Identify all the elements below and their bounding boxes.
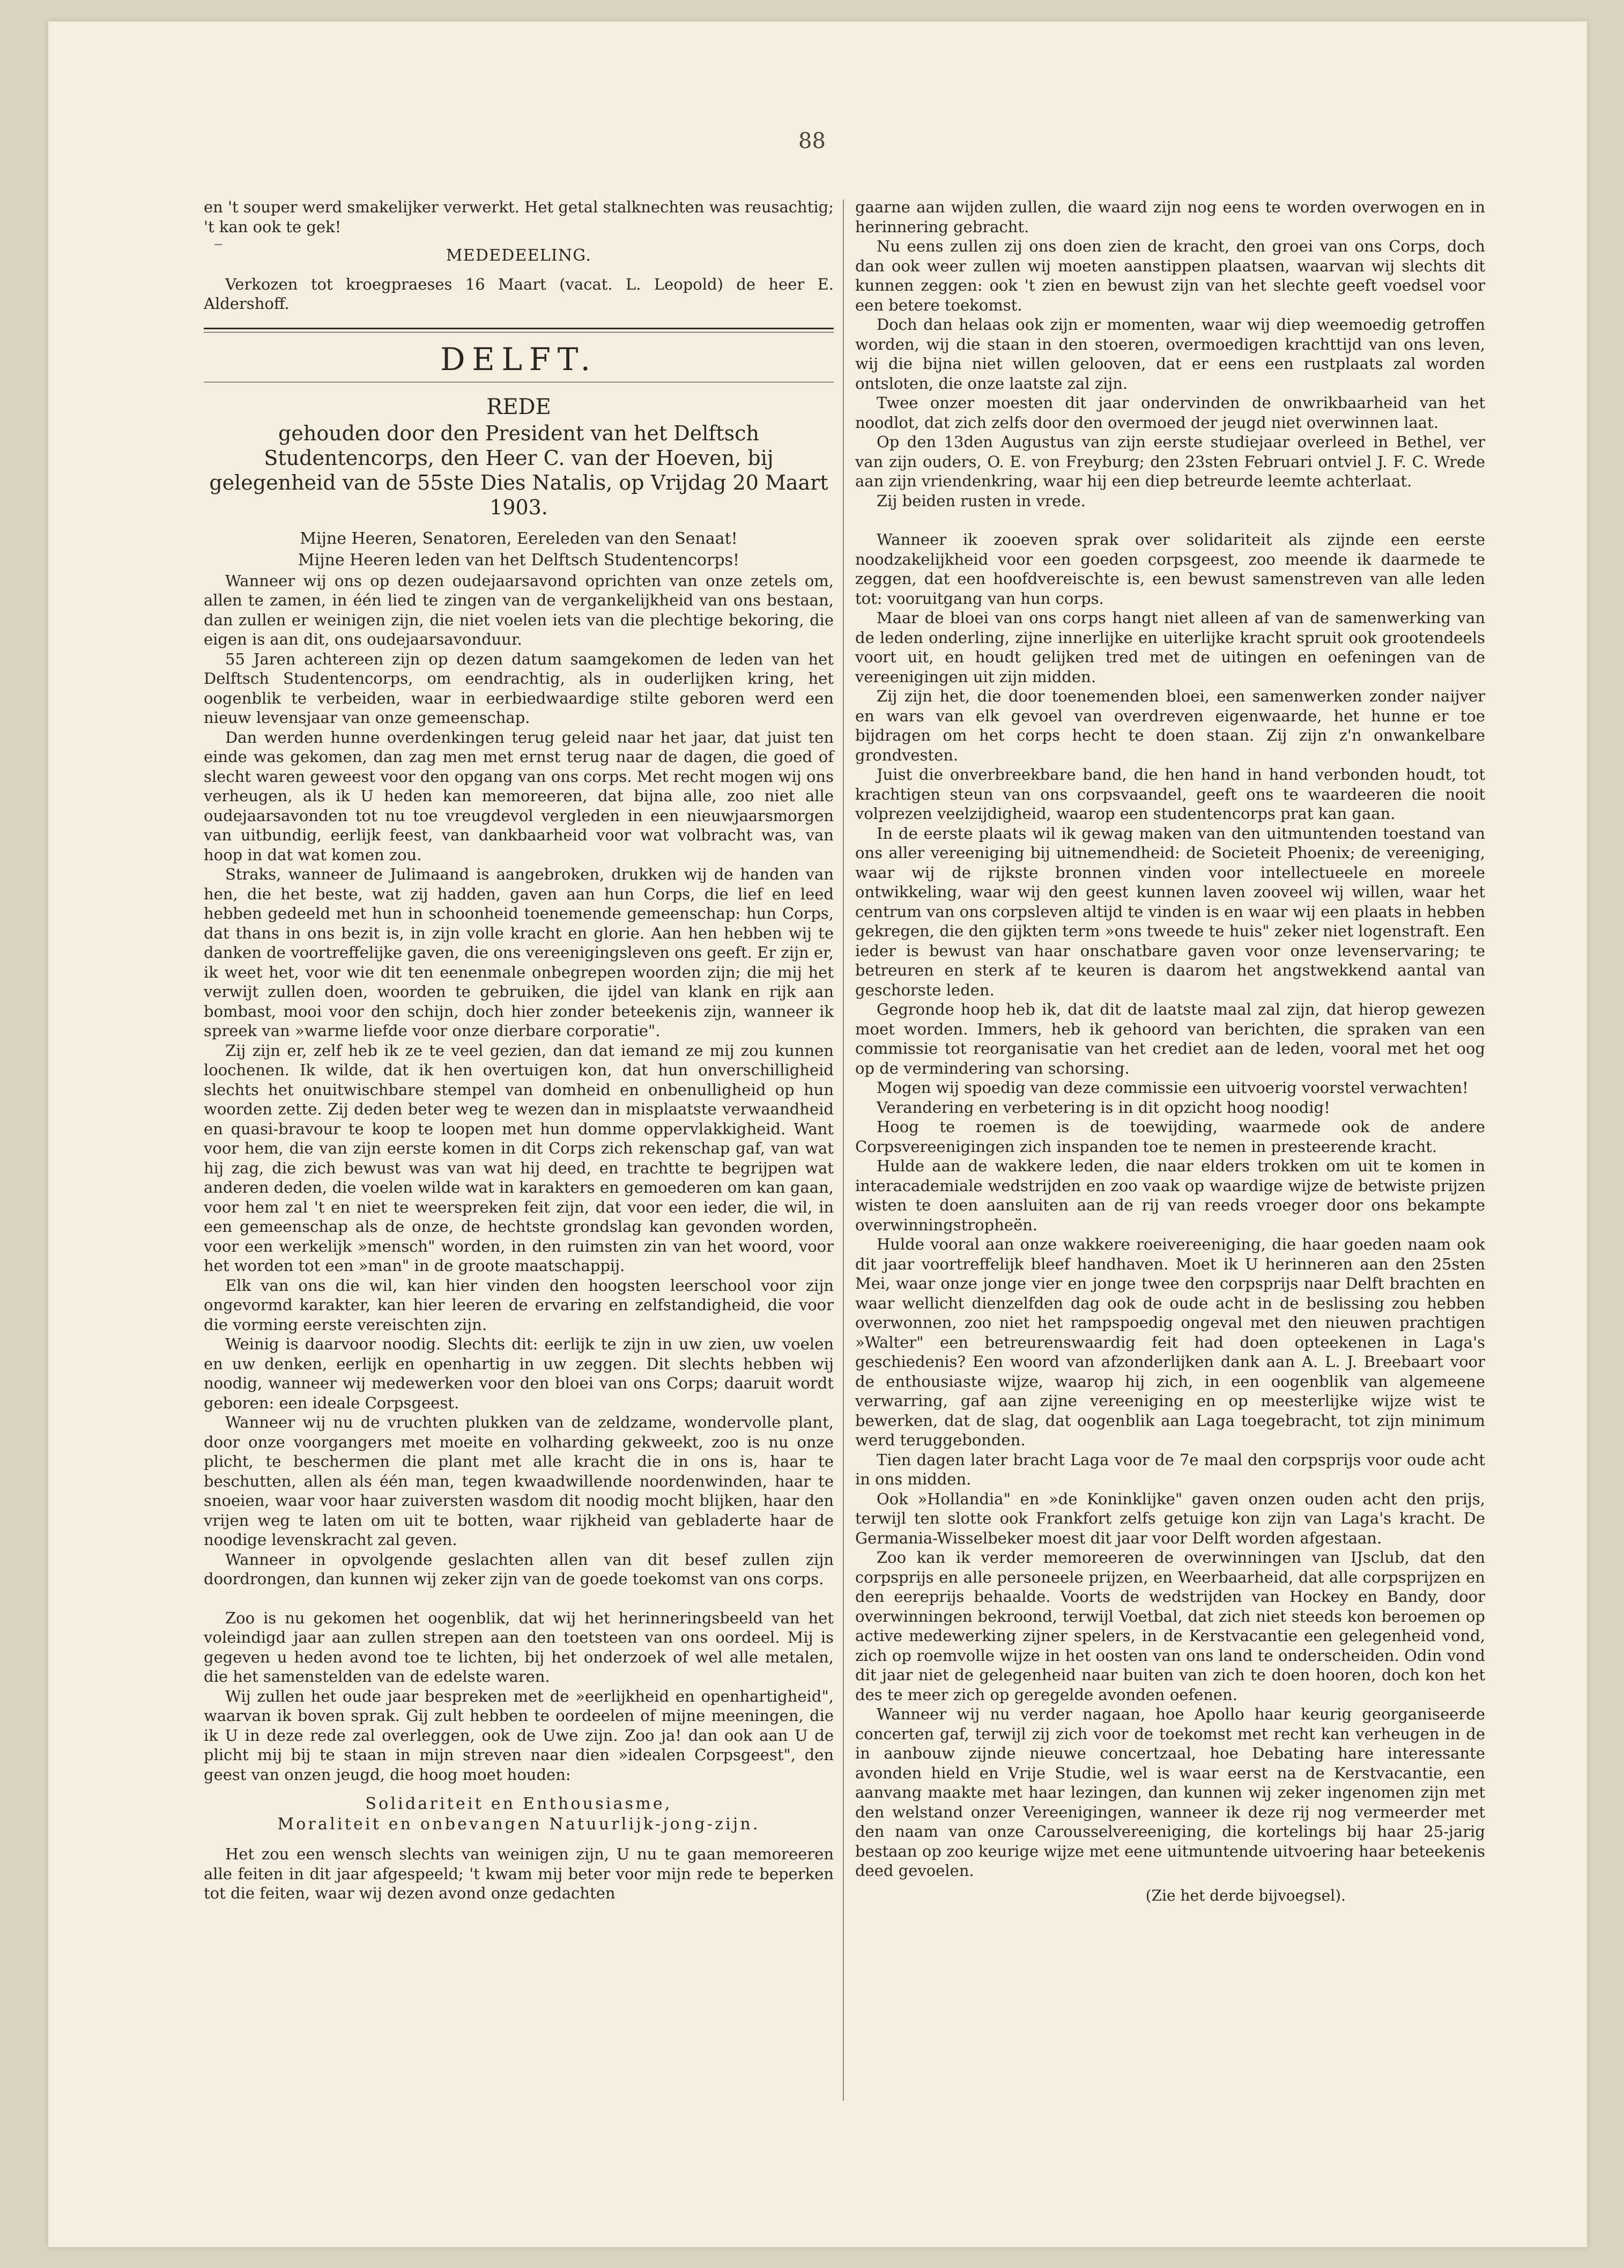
paragraph: Straks, wanneer de Julimaand is aangebroken, drukken wij de handen van hen, die het beste, wat zij hadden, gaven aan hun Corps, die lief en leed hebben gedeeld met hun in schoonheid toenemende gemeenschap: hun Corps, dat thans in ons bezit is, in zijn volle kracht en glorie. Aan hen hebben wij te danken de voortreffelijke gaven, die ons vereenigingsleven ons geeft. Er zijn er, ik weet het, voor wie dit ten eenenmale onbegrepen woorden zijn; die mij het verwijt zullen doen, woorden te gebruiken, die ijdel van klank en rijk aan bombast, mooi voor den schijn, doch hier zonder beteekenis zijn, wanneer ik spreek van »warme liefde voor onze dierbare corporatie". — [204, 865, 834, 1040]
section-divider — [204, 328, 834, 333]
motto — [204, 1794, 834, 1835]
paragraph: Mogen wij spoedig van deze commissie een uitvoerig voorstel verwachten! — [877, 1078, 1469, 1097]
paragraph: 55 Jaren achtereen zijn op dezen datum saamgekomen de leden van het Delftsch Studentencorps, om eendrachtig, als in ouderlijken kring, het oogenblik te verbeiden, waar in eerbiedwaardige stilte geboren werd een nieuw levensjaar van onze gemeenschap. — [204, 649, 834, 727]
paragraph: Op den 13den Augustus van zijn eerste studiejaar overleed in Bethel, ver van zijn ouders, O. E. von Freyburg; den 23sten Februari ontviel J. F. C. Wrede aan zijn vriendenkring, waar hij een diep betreurde leemte achterlaat. — [855, 433, 1485, 490]
paragraph: Tien dagen later bracht Laga voor de 7e maal den corpsprijs voor oude acht in ons midden. — [855, 1450, 1485, 1488]
speech-subtitle: gehouden door den President van het Delftsch Studentencorps, den Heer C. van der Hoeven, bij gelegenheid van de 55ste Dies Natalis, op Vrijdag 20 Maart 1903. — [209, 421, 828, 519]
footnote: (Zie het derde bijvoegsel). — [1145, 1886, 1346, 1904]
right-column — [855, 197, 1485, 1905]
notice-heading: MEDEDEELING. — [204, 246, 834, 266]
notice-text: Verkozen tot kroegpraeses 16 Maart (vacat. L. Leopold) de heer E. Aldershoff. — [204, 275, 834, 313]
paragraph: Wanneer wij nu de vruchten plukken van de zeldzame, wondervolle plant, door onze voorgangers met moeite en volharding gekweekt, zoo is nu onze plicht, te beschermen die plant met alle kracht die in ons is, haar te beschutten, allen als één man, tegen kwaadwillende noordenwinden, haar te snoeien, waar voor haar zuiversten wasdom dit noodig mocht blijken, haar den vrijen weg te laten om uit te botten, waar rijkheid van gebladerte haar de noodige levenskracht zal geven. — [204, 1413, 834, 1549]
page-number: 88 — [798, 129, 826, 153]
paragraph: Weinig is daarvoor noodig. Slechts dit: eerlijk te zijn in uw zien, uw voelen en uw denken, eerlijk en openhartig in uw zeggen. Dit slechts hebben wij noodig, wanneer wij medewerken voor den bloei van ons Corps; daaruit wordt geboren: een ideale Corpsgeest. — [204, 1335, 834, 1412]
paragraph: Wanneer wij nu verder nagaan, hoe Apollo haar keurig georganiseerde concerten gaf, terwijl zij zich voor de toekomst met recht kan verheugen in de in aanbouw zijnde nieuwe concertzaal, hoe Debating hare interessante avonden hield en Vrije Studie, wel is waar eerst na de Kerstvacantie, een aanvang maakte met haar lezingen, dan kunnen wij zeker ingenomen zijn met den welstand onzer Vereenigingen, wanneer ik deze rij nog vermeerder met den naam van onze Carousselvereeniging, die kortelings bij haar 25-jarig bestaan op zoo keurige wijze met eene uitmuntende uitvoering haar beteekenis deed gevoelen. — [855, 1705, 1485, 1880]
address-line-1: Mijne Heeren, Senatoren, Eereleden van den Senaat! — [300, 529, 738, 548]
paragraph: Wij zullen het oude jaar bespreken met de »eerlijkheid en openhartigheid", waarvan ik boven sprak. Gij zult hebben te oordeelen of mijne meeningen, die ik U in deze rede zal overleggen, ook de Uwe zijn. Zoo ja! dan ook aan U de plicht mij bij te staan in mijn streven naar dien »idealen Corpsgeest", den geest van onzen jeugd, die hoog moet houden: — [204, 1687, 834, 1784]
paragraph: Wanneer ik zooeven sprak over solidariteit als zijnde een eerste noodzakelijkheid voor een goeden corpsgeest, zoo meende ik daarmede te zeggen, dat een hoofdvereischte is, een bewust samenstreven van alle leden tot: vooruitgang van hun corps. — [855, 530, 1485, 608]
motto-line-1: Solidariteit en Enthousiasme, — [365, 1794, 672, 1813]
paragraph: Maar de bloei van ons corps hangt niet alleen af van de samenwerking van de leden onderling, zijne innerlijke en uiterlijke kracht spruit ook grootendeels voort uit, en houdt gelijken tred met de uitingen en oefeningen van de vereenigingen uit zijn midden. — [855, 609, 1485, 686]
paragraph: Twee onzer moesten dit jaar ondervinden de onwrikbaarheid van het noodlot, dat zich zelfs door den overmoed der jeugd niet overwinnen laat. — [855, 394, 1485, 432]
section-title: DELFT. — [204, 342, 834, 382]
paragraph: Wanneer in opvolgende geslachten allen van dit besef zullen zijn doordrongen, dan kunnen wij zeker zijn van de goede toekomst van ons corps. — [204, 1550, 834, 1588]
paragraph: Elk van ons die wil, kan hier vinden den hoogsten leerschool voor zijn ongevormd karakter, kan hier leeren de ervaring en zelfstandigheid, die voor die vorming eerste vereischten zijn. — [204, 1276, 834, 1334]
paragraph: Zij beiden rusten in vrede. — [877, 491, 1086, 510]
paragraph: Hulde vooral aan onze wakkere roeivereeniging, die haar goeden naam ook dit jaar voortreffelijk bleef handhaven. Moet ik U herinneren aan den 25sten Mei, waar onze jonge vier en jonge twee den corpsprijs naar Delft brachten en waar wellicht dienzelfden dag ook de oude acht in de beslissing zou hebben overwonnen, zoo niet het rampspoedig ongeval met den nieuwen prachtigen »Walter" een betreurenswaardig feit had doen opteekenen in Laga's geschiedenis? Een woord van afzonderlijken dank aan A. L. J. Breebaart voor de enthousiaste wijze, waarop hij zich, in een oogenblik van algemeene verwarring, gaf aan zijne vereeniging en op meesterlijke wijze wist te bewerken, dat de slag, dat oogenblik aan Laga toegebracht, tot zijn minimum werd teruggebonden. — [855, 1235, 1485, 1449]
paragraph: Doch dan helaas ook zijn er momenten, waar wij diep weemoedig getroffen worden, wij die staan in den stoeren, overmoedigen krachttijd van ons leven, wij die bijna niet willen gelooven, dat er eens een rustplaats zal worden ontsloten, die onze laatste zal zijn. — [855, 315, 1485, 393]
closing-paragraph: Het zou een wensch slechts van weinigen zijn, U nu te gaan memoreeren alle feiten in dit jaar afgespeeld; 't kwam mij beter voor mijn rede te beperken tot die feiten, waar wij dezen avond onze gedachten — [204, 1845, 834, 1902]
paragraph: Zoo is nu gekomen het oogenblik, dat wij het herinneringsbeeld van het voleindigd jaar aan zullen strepen aan den toetsteen van ons oordeel. Mij is gegeven u heden avond toe te lichten, bij het onderzoek of wel alle metalen, die het samenstelden van de edelste waren. — [204, 1608, 834, 1686]
speech-title: REDE — [486, 394, 551, 419]
intro-text: en 't souper werd smakelijker verwerkt. Het getal stalknechten was reusachtig; 't kan ook te gek! — [204, 198, 834, 236]
column-divider — [843, 200, 844, 2101]
left-column — [204, 197, 834, 1903]
address-line-2: Mijne Heeren leden van het Delftsch Studentencorps! — [298, 550, 740, 570]
paragraph: Zij zijn er, zelf heb ik ze te veel gezien, dan dat iemand ze mij zou kunnen loochenen. Ik wilde, dat ik hen overtuigen kon, dat hun onverschilligheid slechts het onuitwischbare stempel van domheid en onbenulligheid op hun woorden zette. Zij deden beter weg te wezen dan in misplaatste verwaandheid en quasi-bravour te koop te loopen met hun domme oppervlakkigheid. Want voor hem, die van zijn eerste komen in dit Corps zich rekenschap gaf, van wat hij zag, die zich bewust was van wat hij deed, en trachtte te begrijpen wat anderen deden, die voelen wilde wat in karakters en gemoederen om kan gaan, voor hem zal 't en niet te weerspreken feit zijn, dat voor een ieder, die wil, in een gemeenschap als de onze, de hechtste grondslag kan gevonden worden, voor een werkelijk »mensch" worden, in den ruimsten zin van het woord, voor het worden tot een »man" in de groote maatschappij. — [204, 1041, 834, 1275]
paragraph: Juist die onverbreekbare band, die hen hand in hand verbonden houdt, tot krachtigen steun van ons corpsvaandel, geeft ons te waardeeren die nooit volprezen veelzijdigheid, waarop een studentencorps prat kan gaan. — [855, 765, 1485, 823]
paragraph: Hulde aan de wakkere leden, die naar elders trokken om uit te komen in interacademiale wedstrijden en zoo vaak op waardige wijze de betwiste prijzen wisten te doen aansluiten aan de rij van reeds vroeger door ons bekampte overwinningstropheën. — [855, 1157, 1485, 1234]
paragraph: Dan werden hunne overdenkingen terug geleid naar het jaar, dat juist ten einde was gekomen, dan zag men met ernst terug naar de dagen, die goed of slecht waren geweest voor den opgang van ons corps. Met recht mogen wij ons verheugen, als ik U heden kan memoreeren, dat bijna alle, zoo niet alle oudejaarsavonden tot nu toe vreugdevol vergleden in een nieuwjaarsmorgen van uitbundig, eerlijk feest, van dankbaarheid voor wat volbracht was, van hoop in dat wat komen zou. — [204, 728, 834, 864]
paragraph: Gegronde hoop heb ik, dat dit de laatste maal zal zijn, dat hierop gewezen moet worden. Immers, heb ik gehoord van berichten, die spraken van een commissie tot reorganisatie van het crediet aan de leden, vooral met het oog op de vermindering van schorsing. — [855, 1000, 1485, 1077]
paragraph: Wanneer wij ons op dezen oudejaarsavond oprichten van onze zetels om, allen te zamen, in één lied te zingen van de vergankelijkheid van ons bestaan, dan zullen er weinigen zijn, die niet voelen iets van die plechtige bekoring, die eigen is aan dit, ons oudejaarsavonduur. — [204, 571, 834, 648]
paragraph: gaarne aan wijden zullen, die waard zijn nog eens te worden overwogen en in herinnering gebracht. — [855, 198, 1485, 236]
paragraph: Verandering en verbetering is in dit opzicht hoog noodig! — [877, 1098, 1330, 1117]
motto-line-2: Moraliteit en onbevangen Natuurlijk-jong-zijn. — [277, 1815, 760, 1834]
paragraph: Hoog te roemen is de toewijding, waarmede ook de andere Corpsvereenigingen zich inspanden toe te nemen in presteerende kracht. — [855, 1118, 1485, 1156]
paragraph: Zij zijn het, die door toenemenden bloei, een samenwerken zonder naijver en wars van elk gevoel van overdreven eigenwaarde, het hunne er toe bijdragen om het corps hecht te doen staan. Zij zijn z'n onwankelbare grondvesten. — [855, 687, 1485, 764]
paragraph: Nu eens zullen zij ons doen zien de kracht, den groei van ons Corps, doch dan ook weer zullen wij moeten aanstippen plaatsen, waarvan wij slechts dit kunnen zeggen: ook 't zien en bewust zijn van het slechte geeft voedsel voor een betere toekomst. — [855, 237, 1485, 314]
paragraph: In de eerste plaats wil ik gewag maken van den uitmuntenden toestand van ons aller vereeniging bij uitnemendheid: de Societeit Phoenix; de vereeniging, waar wij de rijkste bronnen vinden voor intellectueele en moreele ontwikkeling, waar wij den geest kunnen laven zooveel wij willen, waar het centrum van ons corpsleven altijd te vinden is en waar wij een plaats in hebben gekregen, die den gijkten term »ons tweede te huis" zeker niet logenstraft. Een ieder is bewust van haar onschatbare gaven voor onze levenservaring; te betreuren en sterk af te keuren is daarom het angstwekkend aantal van geschorste leden. — [855, 824, 1485, 999]
paragraph: Zoo kan ik verder memoreeren de overwinningen van IJsclub, dat den corpsprijs en alle personeele prijzen, en Weerbaarheid, dat alle corpsprijzen en den eereprijs behaalde. Voorts de wedstrijden van Hockey en Bandy, door overwinningen bekroond, terwijl Voetbal, dat zich niet steeds kon beroemen op active medewerking zijner spelers, in de Kerstvacantie een gelegenheid vond, zich op roemvolle wijze in het oosten van ons land te onderscheiden. Odin vond dit jaar niet de gelegenheid naar buiten van zich te doen hooren, doch kon het des te meer zich op geregelde avonden oefenen. — [855, 1548, 1485, 1704]
paragraph: Ook »Hollandia" en »de Koninklijke" gaven onzen ouden acht den prijs, terwijl ten slotte ook Frankfort zelfs getuige kon zijn van Laga's kracht. De Germania-Wisselbeker moest dit jaar voor Delft worden afgestaan. — [855, 1489, 1485, 1547]
